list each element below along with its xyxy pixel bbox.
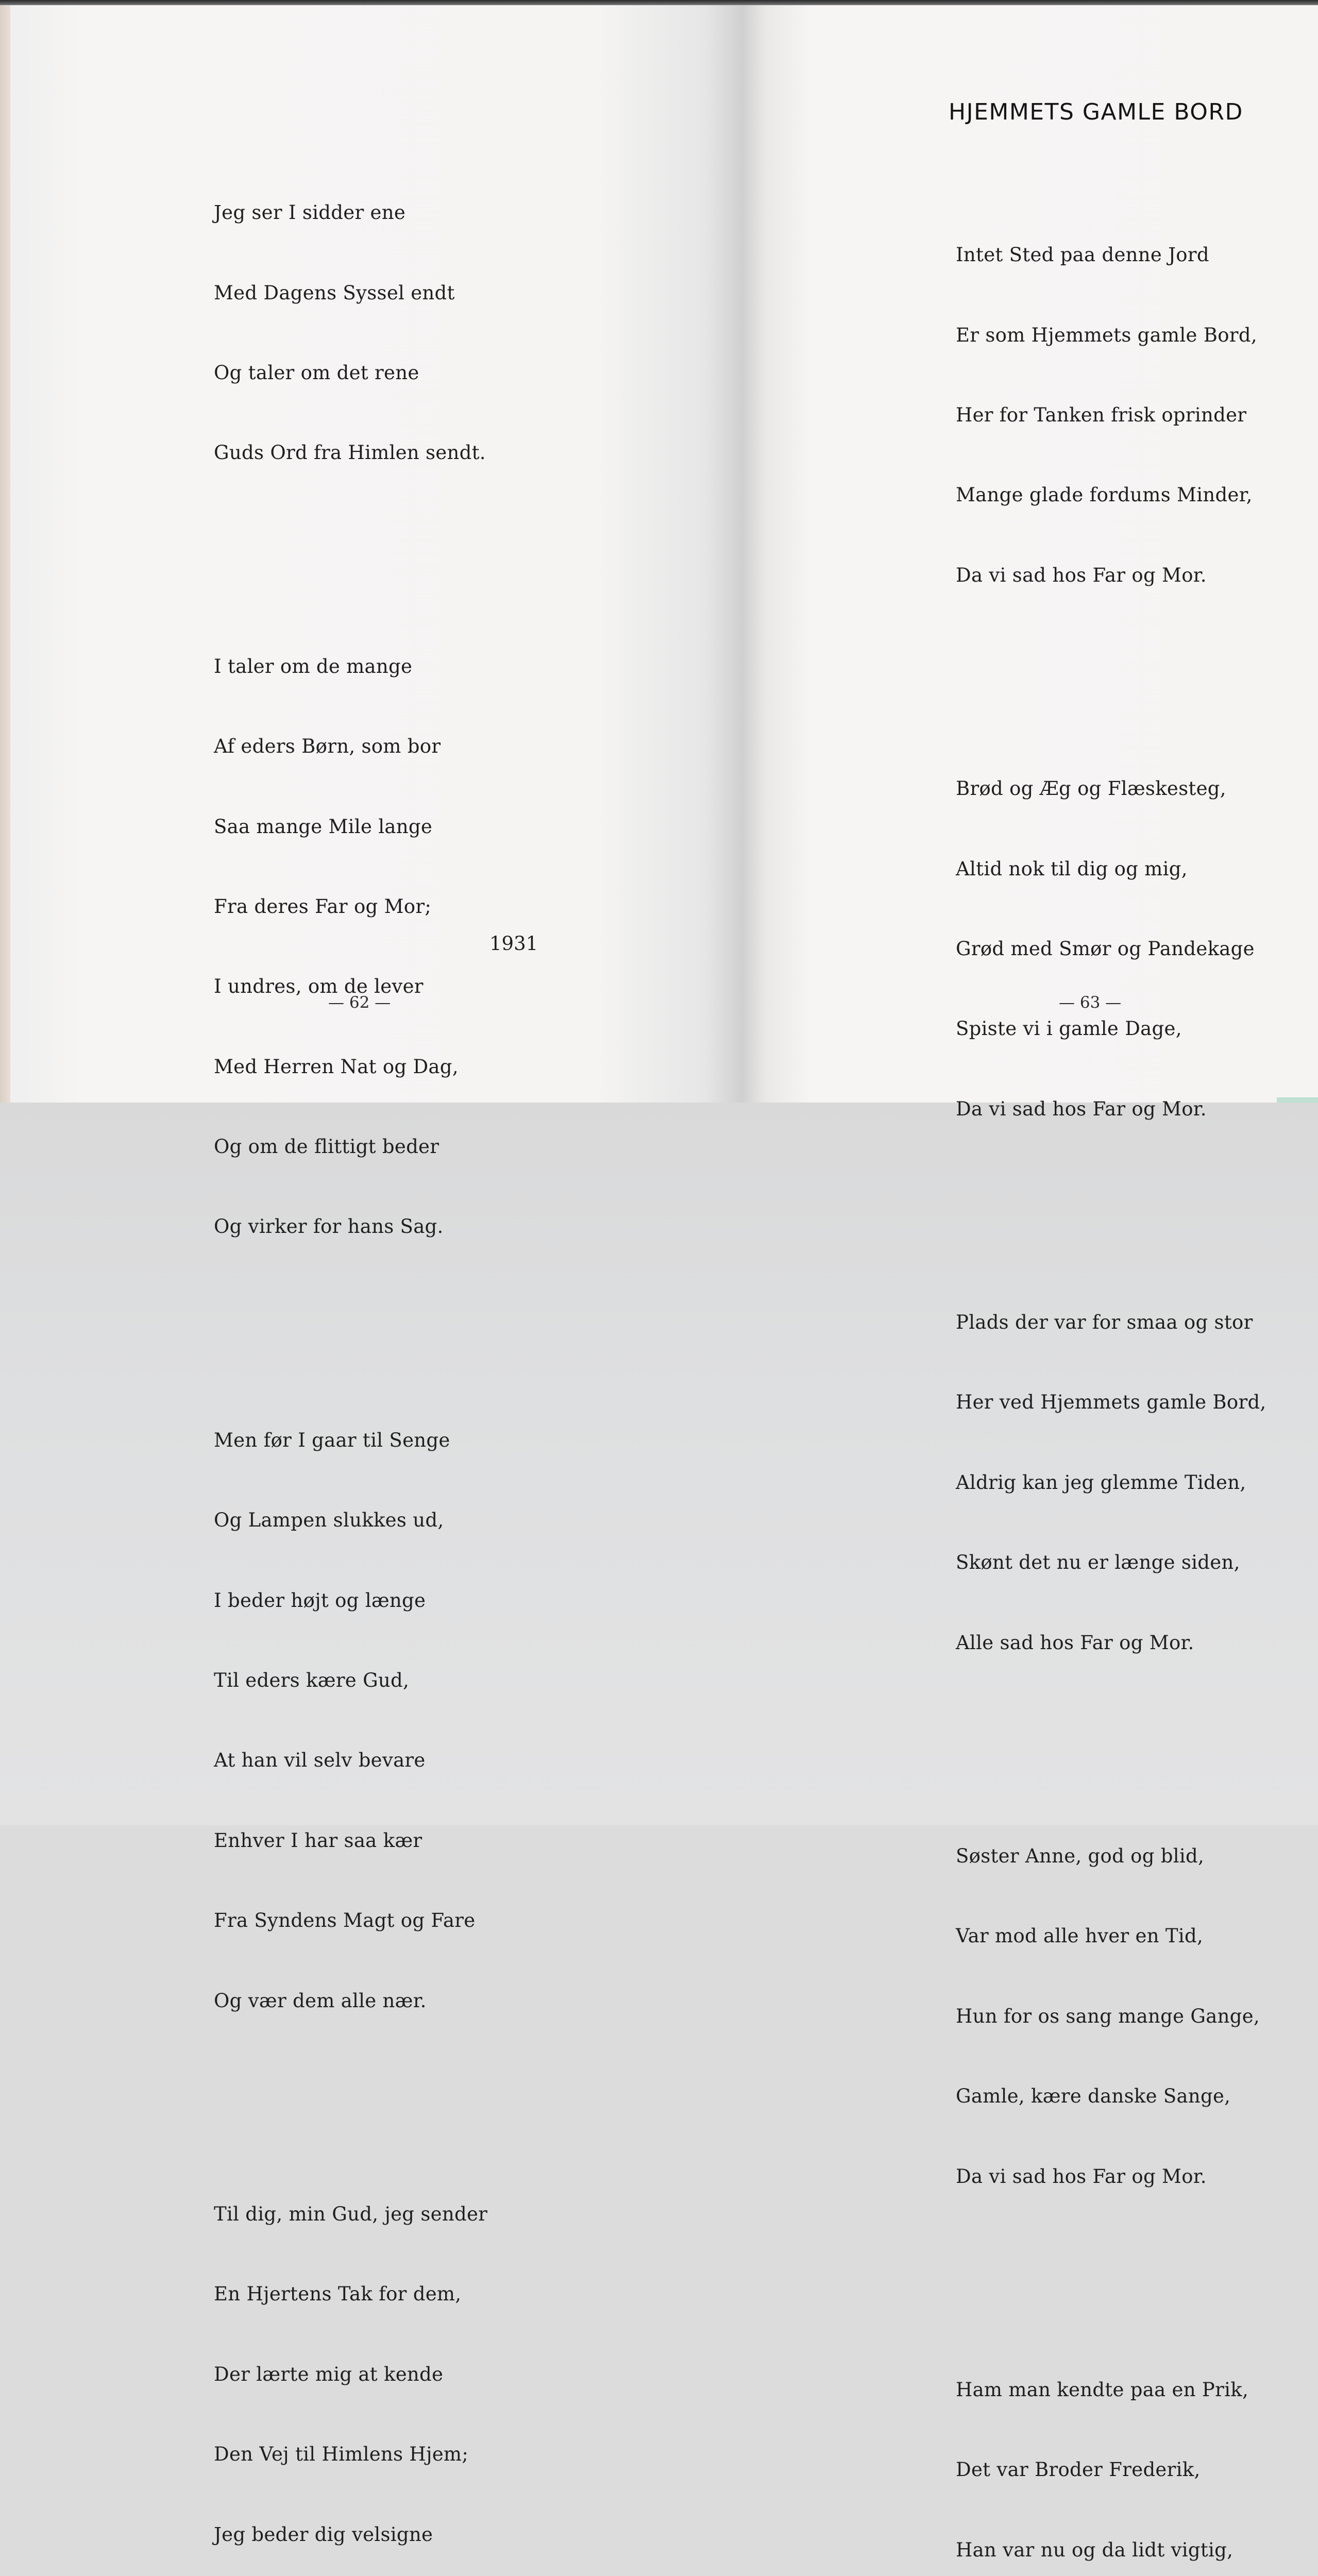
poem-line: Plads der var for smaa og stor: [956, 1311, 1253, 1334]
stanza: [956, 2323, 1266, 2576]
poem-line: Han var nu og da lidt vigtig,: [956, 2538, 1233, 2561]
stanza: [956, 722, 1266, 1176]
right-page: [742, 5, 1318, 2561]
poem-line: Til dig, min Gud, jeg sender: [214, 2202, 488, 2225]
poem-line: Med Herren Nat og Dag,: [214, 1055, 459, 1078]
poem-line: Guds Ord fra Himlen sendt.: [214, 442, 486, 464]
poem-line: I undres, om de lever: [214, 975, 424, 998]
poem-line: Alle sad hos Far og Mor.: [956, 1631, 1194, 1654]
poem-line: I beder højt og længe: [214, 1589, 426, 1612]
poem-line: Enhver I har saa kær: [214, 1829, 423, 1852]
stanza: [214, 1374, 487, 2067]
poem-line: Brød og Æg og Flæskesteg,: [956, 777, 1226, 800]
poem-line: Mange glade fordums Minder,: [956, 484, 1253, 506]
poem-line: Her ved Hjemmets gamle Bord,: [956, 1391, 1266, 1414]
poem-line: Og om de flittigt beder: [214, 1136, 440, 1158]
poem-line: Grød med Smør og Pandekage: [956, 937, 1255, 960]
open-book: [0, 5, 1318, 2561]
poem-line: Fra Syndens Magt og Fare: [214, 1909, 476, 1932]
poem-line: Der lærte mig at kende: [214, 2363, 444, 2385]
poem-line: Gamle, kære danske Sange,: [956, 2085, 1231, 2108]
poem-line: Og taler om det rene: [214, 361, 419, 384]
page-number: — 62 —: [328, 993, 391, 1012]
stanza: [956, 1256, 1266, 1709]
poem-line: Af eders Børn, som bor: [214, 735, 441, 758]
poem-line: En Hjertens Tak for dem,: [214, 2283, 462, 2306]
poem-line: Her for Tanken frisk oprinder: [956, 403, 1247, 426]
stanza: [214, 2147, 487, 2576]
right-poem: [956, 135, 1266, 2576]
left-page: [10, 5, 742, 2546]
stanza: [956, 189, 1266, 642]
poem-line: At han vil selv bevare: [214, 1749, 426, 1772]
poem-line: Altid nok til dig og mig,: [956, 857, 1188, 880]
poem-year: 1931: [489, 933, 538, 955]
poem-line: I taler om de mange: [214, 655, 413, 677]
poem-line: Men før I gaar til Senge: [214, 1429, 450, 1451]
poem-line: Med Dagens Syssel endt: [214, 281, 455, 304]
poem-line: Til eders kære Gud,: [214, 1669, 410, 1692]
poem-line: Jeg beder dig velsigne: [214, 2523, 433, 2546]
poem-line: Jeg ser I sidder ene: [214, 201, 406, 224]
poem-line: Da vi sad hos Far og Mor.: [956, 2165, 1207, 2188]
poem-line: Og Lampen slukkes ud,: [214, 1509, 444, 1532]
poem-line: Fra deres Far og Mor;: [214, 895, 432, 918]
poem-line: Skønt det nu er længe siden,: [956, 1551, 1240, 1574]
poem-line: Hun for os sang mange Gange,: [956, 2005, 1260, 2027]
stanza: [214, 600, 487, 1294]
poem-line: Det var Broder Frederik,: [956, 2459, 1201, 2481]
stanza: [214, 146, 487, 520]
poem-line: Søster Anne, god og blid,: [956, 1845, 1205, 1867]
left-poem: [214, 93, 487, 2576]
poem-line: Aldrig kan jeg glemme Tiden,: [956, 1471, 1246, 1494]
poem-title: HJEMMETS GAMLE BORD: [949, 99, 1243, 125]
poem-line: Da vi sad hos Far og Mor.: [956, 1097, 1207, 1120]
poem-line: Var mod alle hver en Tid,: [956, 1925, 1204, 1947]
page-number: — 63 —: [1059, 993, 1122, 1012]
poem-line: Spiste vi i gamle Dage,: [956, 1018, 1182, 1040]
poem-line: Saa mange Mile lange: [214, 815, 433, 838]
poem-line: Den Vej til Himlens Hjem;: [214, 2443, 469, 2466]
stanza: [956, 1789, 1266, 2243]
poem-line: Intet Sted paa denne Jord: [956, 244, 1209, 266]
poem-line: Da vi sad hos Far og Mor.: [956, 564, 1207, 586]
poem-line: Og vær dem alle nær.: [214, 1989, 427, 2012]
poem-line: Og virker for hans Sag.: [214, 1215, 444, 1238]
poem-line: Ham man kendte paa en Prik,: [956, 2378, 1249, 2401]
poem-line: Er som Hjemmets gamle Bord,: [956, 324, 1257, 346]
